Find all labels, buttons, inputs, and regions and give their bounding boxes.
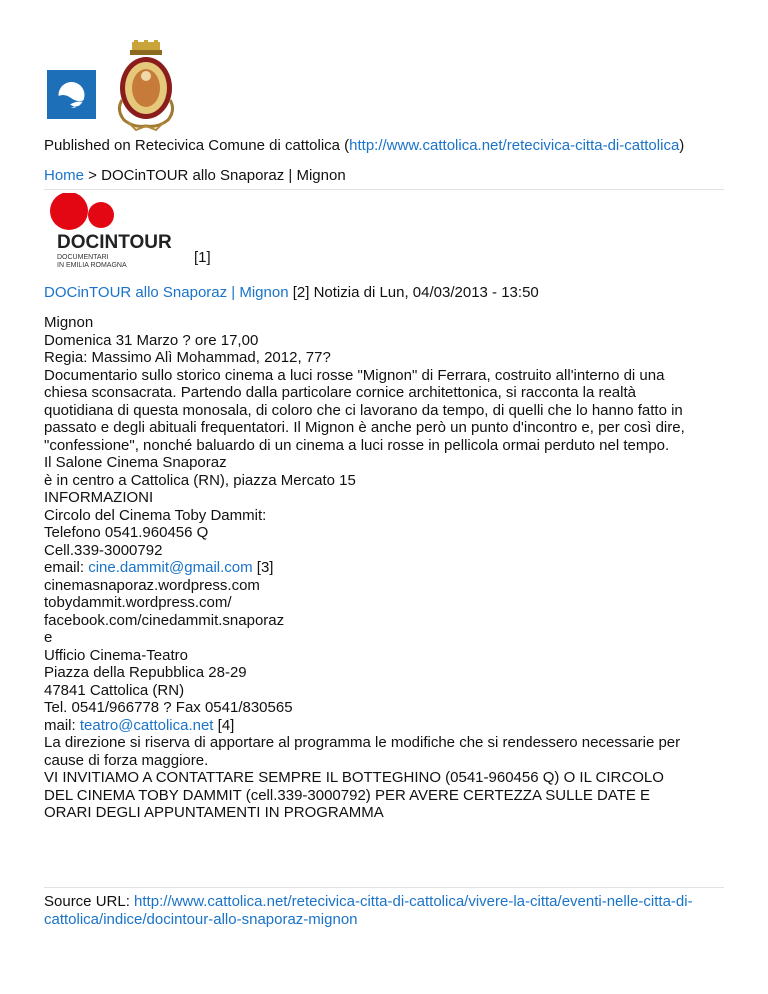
body-line: Circolo del Cinema Toby Dammit: <box>44 506 267 524</box>
body-line: Telefono 0541.960456 Q <box>44 524 209 541</box>
source-url <box>44 887 724 928</box>
published-line <box>44 137 684 155</box>
body-line: "confessione", nonché baluardo di un cinema a luci rosse in pellicola ormai perduto nel tempo. <box>44 436 670 454</box>
body-line: Cell.339-3000792 <box>44 541 163 559</box>
body-line: quotidiana di questa monosala, di coloro che ci lavorano da tempo, di quelli che lo hanno fatto in <box>44 401 683 419</box>
article-meta: Notizia di Lun, 04/03/2013 - 13:50 <box>309 284 539 301</box>
body-line: è in centro a Cattolica (RN), piazza Mercato 15 <box>44 471 356 489</box>
image-footnote-ref: [1] <box>194 249 211 266</box>
body-line: passato e degli abituali frequentatori. Il Mignon è anche però un punto d'incontro e, per così dire, <box>44 419 685 436</box>
body-line: INFORMAZIONI <box>44 489 154 506</box>
breadcrumb-separator: > <box>84 167 102 184</box>
body-line: facebook.com/cinedammit.snaporaz <box>44 611 285 629</box>
intro-line: Domenica 31 Marzo ? ore 17,00 <box>44 331 259 349</box>
intro-line: Mignon <box>44 314 94 331</box>
source-url-link[interactable] <box>44 893 693 928</box>
body-line: Tel. 0541/966778 ? Fax 0541/830565 <box>44 699 293 716</box>
email-ref: [3] <box>252 559 274 576</box>
breadcrumb <box>44 167 724 190</box>
body-line: cinemasnaporaz.wordpress.com <box>44 576 260 594</box>
email-line <box>44 717 734 735</box>
body-line: Documentario sullo storico cinema a luci rosse "Mignon" di Ferrara, costruito all'interno di una <box>44 366 665 384</box>
body-line: chiesa sconsacrata. Partendo dalla particolare cornice architettonica, si racconta la realtà <box>44 384 636 401</box>
body-line: Regia: Massimo Alì Mohammad, 2012, 77? <box>44 349 331 366</box>
email-label: email: <box>44 559 89 576</box>
source-url-line1: http://www.cattolica.net/retecivica-citta-di-cattolica/vivere-la-citta/eventi-nelle-citta-di- <box>134 893 693 910</box>
body-line: ORARI DEGLI APPUNTAMENTI IN PROGRAMMA <box>44 804 384 821</box>
body-line: La direzione si riserva di apportare al programma le modifiche che si rendessero necessarie per <box>44 734 681 751</box>
body-line: VI INVITIAMO A CONTATTARE SEMPRE IL BOTTEGHINO (0541-960456 Q) O IL CIRCOLO <box>44 769 664 786</box>
breadcrumb-home-link[interactable]: Home <box>44 167 85 184</box>
email-line <box>44 559 734 577</box>
source-label: Source URL: <box>44 893 135 910</box>
article-title-link[interactable]: DOCinTOUR allo Snaporaz | Mignon <box>44 284 289 301</box>
email-link-teatro[interactable]: teatro@cattolica.net <box>79 716 214 734</box>
body-line: Ufficio Cinema-Teatro <box>44 646 188 664</box>
article-title-ref: [2] <box>288 284 310 301</box>
body-line: tobydammit.wordpress.com/ <box>44 594 232 611</box>
article-intro <box>44 314 734 349</box>
body-line: 47841 Cattolica (RN) <box>44 681 185 699</box>
article-title-line <box>44 284 539 302</box>
published-url-link[interactable]: http://www.cattolica.net/retecivica-citta-di-cattolica <box>349 137 680 154</box>
town-crest-icon <box>112 40 180 132</box>
body-line: cause di forza maggiore. <box>44 751 209 769</box>
published-suffix: ) <box>679 137 685 154</box>
email-label: mail: <box>44 716 80 734</box>
email-link-cine-dammit[interactable]: cine.dammit@gmail.com <box>88 559 253 576</box>
email-ref: [4] <box>213 716 235 734</box>
published-prefix: Published on Retecivica Comune di cattolica ( <box>44 137 350 154</box>
body-line: DEL CINEMA TOBY DAMMIT (cell.339-3000792) PER AVERE CERTEZZA SULLE DATE E <box>44 786 651 804</box>
body-line: Piazza della Repubblica 28-29 <box>44 664 247 681</box>
header-logos <box>47 40 187 132</box>
docintour-logo-image[interactable] <box>44 193 204 271</box>
body-line: Il Salone Cinema Snaporaz <box>44 454 227 471</box>
breadcrumb-current: DOCinTOUR allo Snaporaz | Mignon <box>101 167 346 184</box>
source-url-line2: cattolica/indice/docintour-allo-snaporaz-mignon <box>44 910 358 928</box>
docintour-logo-title: DOCINTOUR <box>57 232 172 253</box>
docintour-logo-sub1: DOCUMENTARI <box>57 254 109 261</box>
article-body <box>44 349 734 822</box>
docintour-logo-sub2: IN EMILIA ROMAGNA <box>57 262 127 269</box>
body-line: e <box>44 629 53 646</box>
blue-flag-logo-icon <box>47 70 96 119</box>
